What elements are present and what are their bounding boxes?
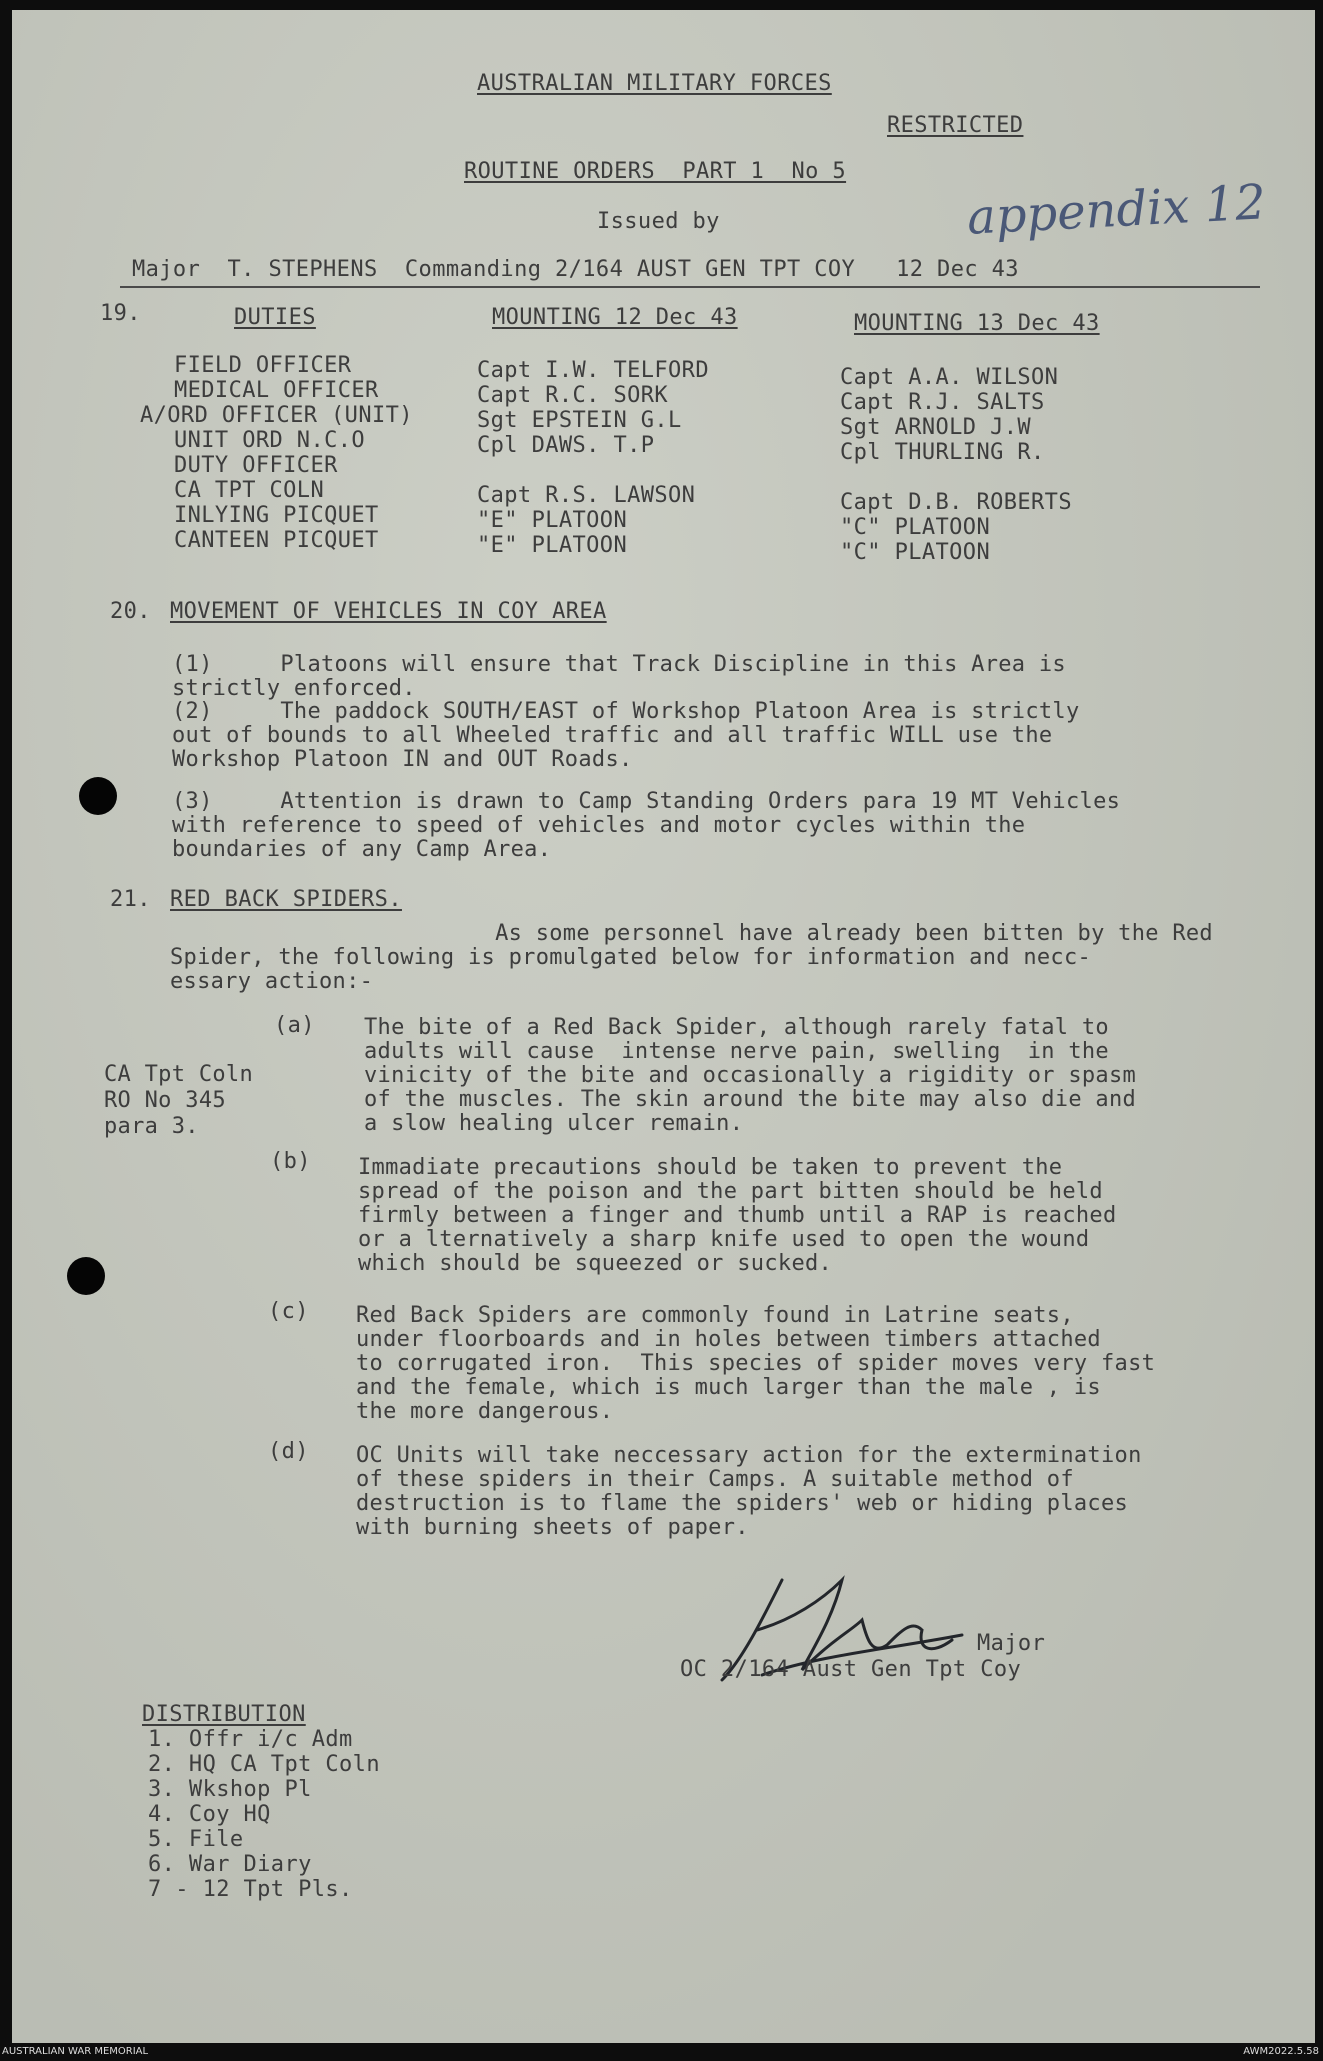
item-label: (b) [270,1149,311,1174]
item-text: Immadiate precautions should be taken to prevent the spread of the poison and the part bitten should be held firmly between a finger and thumb until a RAP is reached or a lternatively a sharp knife used to open the wound which should be squeezed or sucked. [358,1155,1117,1276]
issuer-line: Major T. STEPHENS Commanding 2/164 AUST GEN TPT COY 12 Dec 43 [132,257,1019,282]
duty-row: UNIT ORD N.C.O [174,428,366,453]
mount1-cell: Capt R.C. SORK [477,383,669,408]
punch-hole-lower [67,1257,105,1295]
punch-hole-upper [79,777,117,815]
section-21-heading: RED BACK SPIDERS. [170,887,402,912]
duty-row: MEDICAL OFFICER [174,378,379,403]
distribution-item: 4. Coy HQ [148,1802,271,1827]
section-20-para-1: (1) Platoons will ensure that Track Discipline in this Area is strictly enforced. [172,652,1066,701]
mount2-cell: Capt A.A. WILSON [840,365,1059,390]
distribution-item: 6. War Diary [148,1852,312,1877]
mount1-cell: Capt I.W. TELFORD [477,358,709,383]
distribution-item: 1. Offr i/c Adm [148,1727,353,1752]
section-20-heading: MOVEMENT OF VEHICLES IN COY AREA [170,599,607,624]
duty-row: INLYING PICQUET [174,503,379,528]
section-20-number: 20. [110,599,151,624]
mount1-cell: "E" PLATOON [477,508,628,533]
col-duties-header: DUTIES [234,305,316,330]
distribution-item: 3. Wkshop Pl [148,1777,312,1802]
section-20-para-3: (3) Attention is drawn to Camp Standing Orders para 19 MT Vehicles with reference to speed of vehicles and motor cycles within the boundaries of any Camp Area. [172,789,1121,862]
mount2-cell: Capt D.B. ROBERTS [840,490,1072,515]
footer-right: AWM2022.5.58 [1243,2046,1319,2057]
classification-label: RESTRICTED [887,113,1024,138]
signature-rank: Major [977,1631,1046,1656]
mount2-cell: Cpl THURLING R. [840,440,1045,465]
duty-row: DUTY OFFICER [174,453,338,478]
org-heading: AUSTRALIAN MILITARY FORCES [477,71,832,96]
duty-row: CA TPT COLN [174,478,325,503]
distribution-item: 7 - 12 Tpt Pls. [148,1877,353,1902]
section-21-intro: As some personnel have already been bitten by the Red Spider, the following is promulgated below for information and necc- essary action:- [170,921,1213,994]
item-label: (d) [268,1439,309,1464]
section-21-number: 21. [110,887,151,912]
item-text: The bite of a Red Back Spider, although rarely fatal to adults will cause intense nerve pain, swelling in the vinicity of the bite and occasionally a rigidity or spasm of the muscles. The skin around the bite may also die and a slow healing ulcer remain. [364,1015,1137,1136]
mount2-cell: Capt R.J. SALTS [840,390,1045,415]
header-rule [120,286,1260,288]
document-page [12,10,1315,2043]
mount2-cell: "C" PLATOON [840,515,991,540]
item-text: Red Back Spiders are commonly found in Latrine seats, under floorboards and in holes between timbers attached to corrugated iron. This species of spider moves very fast and the female, which is much larger than the male , is the more dangerous. [356,1303,1156,1424]
margin-reference: CA Tpt Coln RO No 345 para 3. [104,1062,253,1139]
col-mount1-header: MOUNTING 12 Dec 43 [492,305,738,330]
col-mount2-header: MOUNTING 13 Dec 43 [854,311,1100,336]
distribution-item: 2. HQ CA Tpt Coln [148,1752,380,1777]
mount1-cell: Capt R.S. LAWSON [477,483,696,508]
footer-left: AUSTRALIAN WAR MEMORIAL [2,2046,149,2057]
signature-title: OC 2/164 Aust Gen Tpt Coy [680,1657,1022,1682]
distribution-heading: DISTRIBUTION [142,1702,306,1727]
distribution-item: 5. File [148,1827,244,1852]
item-text: OC Units will take neccessary action for the extermination of these spiders in their Camps. A suitable method of destruction is to flame the spiders' web or hiding places with burning sheets of paper. [356,1443,1142,1540]
mount1-cell: "E" PLATOON [477,533,628,558]
section-19-number: 19. [100,301,141,326]
document-title: ROUTINE ORDERS PART 1 No 5 [464,159,847,184]
duty-row: FIELD OFFICER [174,353,352,378]
issued-by-label: Issued by [597,209,720,234]
section-20-para-2: (2) The paddock SOUTH/EAST of Workshop Platoon Area is strictly out of bounds to all Wheeled traffic and all traffic WILL use the Workshop Platoon IN and OUT Roads. [172,699,1080,772]
mount2-cell: Sgt ARNOLD J.W [840,415,1032,440]
item-label: (a) [274,1013,315,1038]
duty-row: A/ORD OFFICER (UNIT) [140,403,413,428]
mount1-cell: Sgt EPSTEIN G.L [477,408,682,433]
item-label: (c) [268,1299,309,1324]
duty-row: CANTEEN PICQUET [174,528,379,553]
mount2-cell: "C" PLATOON [840,540,991,565]
handwritten-appendix-annotation: appendix 12 [965,174,1268,246]
mount1-cell: Cpl DAWS. T.P [477,433,655,458]
